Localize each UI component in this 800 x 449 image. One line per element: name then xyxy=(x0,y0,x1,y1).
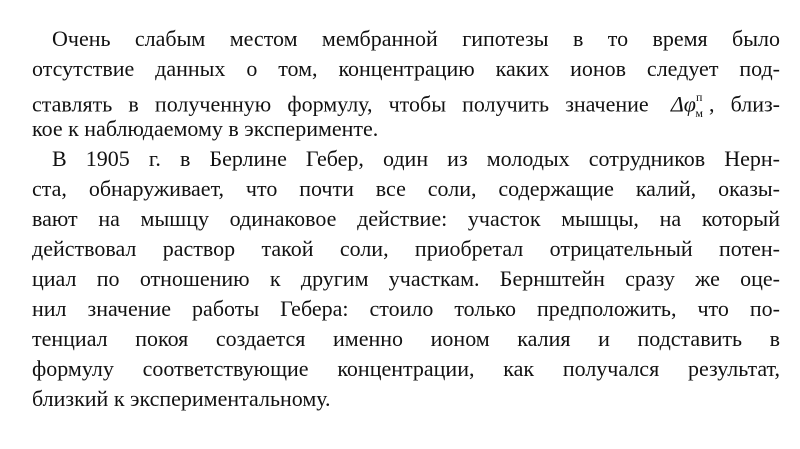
paragraph-1 xyxy=(32,24,780,144)
formula-superscript: п xyxy=(695,90,703,104)
text-line: тенциал покоя создается именно ионом калия и подставить в xyxy=(32,326,780,351)
paragraph-2 xyxy=(32,144,780,414)
text-line: В 1905 г. в Берлине Гебер, один из молодых сотрудников Нерн- xyxy=(52,146,780,171)
text-line: ста, обнаруживает, что почти все соли, содержащие калий, оказы- xyxy=(32,176,780,201)
text-line: близкий к экспериментальному. xyxy=(32,386,331,411)
formula-subscript: м xyxy=(695,105,703,120)
text-line: отсутствие данных о том, концентрацию каких ионов следует под- xyxy=(32,56,780,81)
text-line: вают на мышцу одинаковое действие: участок мышцы, на который xyxy=(32,206,780,231)
text-line: Очень слабым местом мембранной гипотезы в то время было xyxy=(52,26,780,51)
text-block xyxy=(32,24,780,414)
formula-base: Δφ xyxy=(670,91,696,117)
text-line: нил значение работы Гебера: стоило только предположить, что по- xyxy=(32,296,780,321)
text-line: кое к наблюдаемому в эксперименте. xyxy=(32,116,379,141)
formula-delta-phi xyxy=(671,84,703,128)
text-segment: ставлять в полученную формулу, чтобы получить значение xyxy=(32,91,649,117)
text-line: формулу соответствующие концентрации, как получался результат, xyxy=(32,356,780,381)
text-segment: , близ- xyxy=(708,91,781,117)
text-line: действовал раствор такой соли, приобретал отрицательный потен- xyxy=(32,236,780,261)
text-line: циал по отношению к другим участкам. Бернштейн сразу же оце- xyxy=(32,266,780,291)
text-line-with-formula xyxy=(32,84,781,120)
